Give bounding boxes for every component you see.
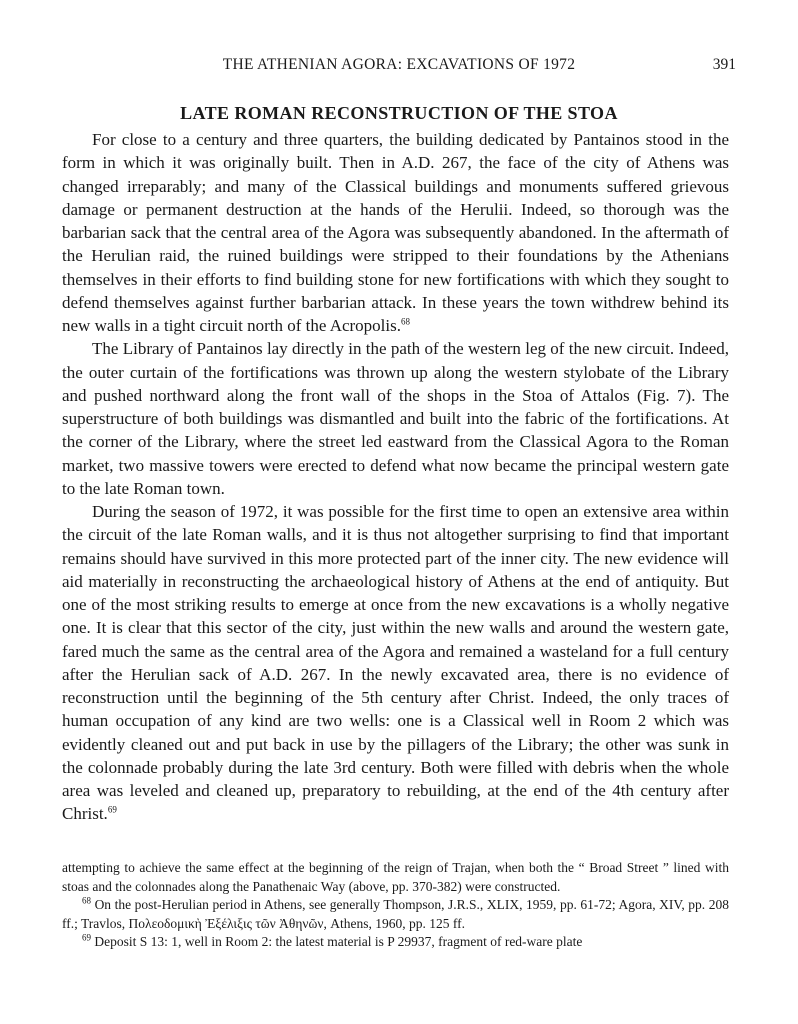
running-title: THE ATHENIAN AGORA: EXCAVATIONS OF 1972: [222, 56, 576, 73]
footnote-text: Deposit S 13: 1, well in Room 2: the latest material is P 29937, fragment of red-ware plate: [94, 934, 583, 949]
footnote-ref: 69: [107, 804, 117, 815]
page-number: 391: [712, 56, 736, 73]
footnote-69: [62, 933, 729, 952]
paragraph-text: For close to a century and three quarters, the building dedicated by Pantainos stood in the form in which it was originally built. Then in A.D. 267, the face of the city of Athens was changed irreparably; and many of the Classical buildings and monuments suffered grievous damage or permanent destruction at the hands of the Herulii. Indeed, so thorough was the barbarian sack that the central area of the Agora was subsequently abandoned. In the aftermath of the Herulian raid, the ruined buildings were stripped to their foundations by the Athenians themselves in their efforts to find building stone for new fortifications with which they sought to defend themselves against further barbarian attack. In these years the town withdrew behind its new walls in a tight circuit north of the Acropolis.: [62, 130, 729, 335]
footnotes: [62, 859, 729, 952]
running-head: [62, 56, 736, 80]
paragraph: [62, 128, 729, 337]
section-heading: LATE ROMAN RECONSTRUCTION OF THE STOA: [180, 103, 618, 123]
footnote-text: On the post-Herulian period in Athens, see generally Thompson, J.R.S., XLIX, 1959, pp. 61-72; Agora, XIV, pp. 208 ff.; Travlos, Πολεοδομικὴ Ἐξέλιξις τῶν Ἀθηνῶν, Athens, 1960, pp. 125 ff.: [62, 897, 729, 931]
footnote-number: 69: [82, 932, 91, 943]
footnote-continuation: attempting to achieve the same effect at the beginning of the reign of Trajan, when both the “ Broad Street ” lined with stoas and the colonnades along the Panathenaic Way (above, pp. 370-382) were constructed.: [62, 860, 729, 894]
paragraph-text: The Library of Pantainos lay directly in the path of the western leg of the new circuit. Indeed, the outer curtain of the fortifications was thrown up along the western stylobate of the Library and pushed northward along the front wall of the shops in the Stoa of Attalos (Fig. 7). The superstructure of both buildings was dismantled and built into the fabric of the fortifications. At the corner of the Library, where the street led eastward from the Classical Agora to the Roman market, two massive towers were erected to defend what now became the principal western gate to the late Roman town.: [62, 339, 729, 498]
footnote-68: [62, 896, 729, 933]
paragraph-text: During the season of 1972, it was possible for the first time to open an extensive area within the circuit of the late Roman walls, and it is thus not altogether surprising to find that important remains should have survived in this more protected part of the inner city. The new evidence will aid materially in reconstructing the archaeological history of Athens at the end of antiquity. But one of the most striking results to emerge at once from the new excavations is a wholly negative one. It is clear that this sector of the city, just within the new walls and around the western gate, fared much the same as the central area of the Agora and remained a wasteland for a full century after the Herulian sack of A.D. 267. In the newly excavated area, there is no evidence of reconstruction until the beginning of the 5th century after Christ. Indeed, the only traces of human occupation of any kind are two wells: one is a Classical well in Room 2 which was evidently cleaned out and put back in use by the pillagers of the Library; the other was sunk in the colonnade probably during the late 3rd century. Both were filled with debris when the whole area was leveled and cleaned up, preparatory to rebuilding, at the end of the 4th century after Christ.: [62, 502, 729, 824]
body-text: [62, 128, 729, 826]
footnote-number: 68: [82, 895, 91, 906]
paragraph: [62, 337, 729, 500]
footnote-ref: 68: [401, 316, 410, 327]
paragraph: [62, 500, 729, 826]
